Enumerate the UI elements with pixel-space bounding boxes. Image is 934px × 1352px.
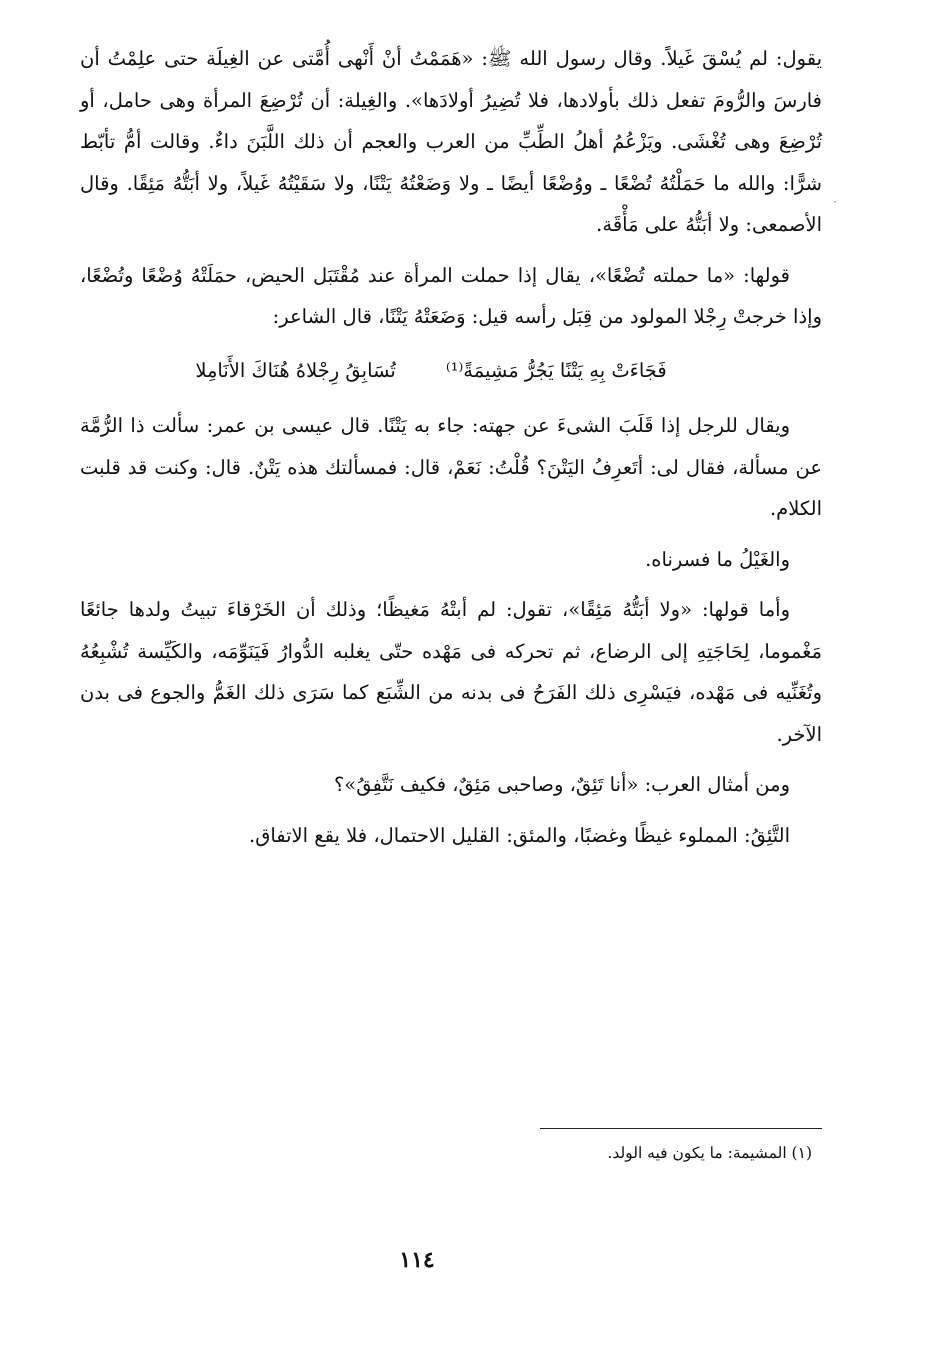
paragraph-2: قولها: «ما حملته تُضْعًا»، يقال إذا حملت المرأة عند مُقْتَبَل الحيض، حمَلَتْهُ وُضْعًا وتُضْعًا، وإذا خرجتْ رِجْلا المولود من قِبَل رأسه قيل: وَضَعَتْهُ يَتْنًا، قال الشاعر: (80, 263, 822, 328)
paragraph-4: والغَيْلُ ما فسرناه. (645, 547, 790, 571)
footnote-divider (540, 1128, 822, 1129)
main-text-block (80, 38, 822, 856)
paragraph-6: ومن أمثال العرب: «أنا تَئِقٌ، وصاحبى مَئِقٌ، فكيف نَتَّفِقُ»؟ (333, 773, 790, 796)
verse-first-hemistich: فَجَاءَتْ بِهِ يَتْنًا يَجُرُّ مَشِيمَةً⁽¹⁾ (445, 358, 667, 382)
poetry-verse (80, 350, 822, 392)
paragraph-7: التَّئِقُ: المملوء غيظًا وغضبًا، والمئق: القليل الاحتمال، فلا يقع الاتفاق. (249, 823, 790, 847)
footnote: (١) المشيمة: ما يكون فيه الولد. (607, 1144, 812, 1162)
margin-mark: · (833, 195, 837, 209)
page-number: ١١٤ (399, 1247, 435, 1273)
paragraph-5: وأما قولها: «ولا أبَتُّهُ مَئِقًا»، تقول: لم أبتْهُ مَغيظًا؛ وذلك أن الخَرْقاءَ تبيتُ ولدها جائعًا مَغْموما، لِحَاجَتِهِ إلى الرضاع، ثم تحركه فى مَهْده حتّى يغلبه الدُّوارُ فَيَنَوِّمَه، والكَيِّسة تُشْبِعُهُ وتُغَنِّيه فى مَهْده، فيَسْرِى ذلك الفَرَحُ فى بدنه من الشِّبَع كما سَرَى ذلك الغَمُّ والجوع فى بدن الآخر. (80, 598, 822, 746)
verse-second-hemistich: تُسَابِقُ رِجْلاهُ هُنَاكَ الأَنَامِلا (195, 358, 396, 382)
paragraph-1: يقول: لم يُسْقَ غَيلاً. وقال رسول الله ﷺ: «هَمَمْتُ أنْ أَنْهى أُمَّتى عن الغِيلَة حتى علِمْتُ أن فارسَ والرُّومَ تفعل ذلك بأولادها، فلا تُضِيرُ أولادَها». والغِيلة: أن تُرْضِعَ المرأة وهى حامل، أو تُرْضِعَ وهى تُغْشَى. ويَزْعُمُ أهلُ الطِّبِّ من العرب والعجم أن ذلك اللَّبَنَ داءٌ. وقالت أمُّ تأبّط شرًّا: والله ما حَمَلْتُهُ تُضْعًا ـ ووُضْعًا أيضًا ـ ولا وَضَعْتُهُ يَتْنًا، ولا سَقَيْتُهُ غَيلاً، ولا أبَتُّهُ مَئِقًا. وقال الأصمعى: ولا أبَتُّهُ على مَأْقَة. (80, 47, 822, 236)
paragraph-3: ويقال للرجل إذا قَلَبَ الشىءَ عن جهته: جاء به يَتْنًا. قال عيسى بن عمر: سألت ذا الرُّمَّة عن مسألة، فقال لى: أتَعرِفُ اليَتْنَ؟ قُلْتُ: نَعَمْ، قال: فمسألتك هذه يَتْنٌ. قال: وكنت قد قلبت الكلام. (80, 414, 822, 520)
